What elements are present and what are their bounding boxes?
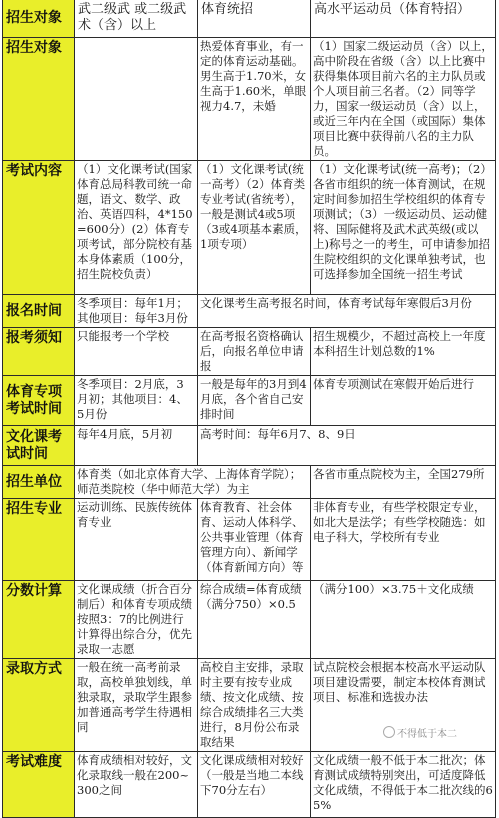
cell-col3: 招生规模少，不超过高校上一年度本科招生计划总数的1% xyxy=(311,328,496,376)
cell-col12: 体育类（如北京体育大学、上海体育学院）；师范类院校（华中师范大学）为主 xyxy=(75,466,311,499)
header-col2: 体育统招 xyxy=(198,0,311,38)
cell-col3: 体育专项测试在寒假开始后进行 xyxy=(311,376,496,426)
row-label: 文化课考试时间 xyxy=(3,426,75,466)
watermark-badge xyxy=(380,726,460,742)
cell-col3: （满分100）×3.75＋文化成绩 xyxy=(311,581,496,659)
table-row xyxy=(3,38,496,161)
cell-col3: （1）文化课考试(统一高考)；（2）各省市组织的统一体育测试，在规定时间参加招生学校组织的体育专项测试；（3）一级运动员、运动健将、国际健将及武术武英级(或以上)称号之一的考生，可申请参加招生院校组织的文化课单独考试，也可选择参加全国统一招生考试 xyxy=(311,161,496,295)
cell-col1: 运动训练、民族传统体育专业 xyxy=(75,499,198,581)
row-label: 分数计算 xyxy=(3,581,75,659)
cell-col1: 一般在统一高考前录取，高校单独划线，单独录取，录取学生跟参加普通高考学生待遇相同 xyxy=(75,659,198,752)
row-label: 招生单位 xyxy=(3,466,75,499)
cell-col1 xyxy=(75,38,198,161)
table-row xyxy=(3,466,496,499)
table-row xyxy=(3,752,496,818)
cell-col2: 体育教育、社会体育、运动人体科学、公共事业管理（体育管理方向）、新闻学（体育新闻方向）等 xyxy=(198,499,311,581)
cell-col1: 体育成绩相对较好，文化录取线一般在200~300之间 xyxy=(75,752,198,818)
table-row xyxy=(3,581,496,659)
cell-col1: 每年4月底，5月初 xyxy=(75,426,198,466)
table-row xyxy=(3,328,496,376)
watermark-text: 不得低于本二 xyxy=(397,729,457,740)
row-label: 录取方式 xyxy=(3,659,75,752)
header-col1: 武二级武 或二级武 术（含）以上 xyxy=(75,0,198,38)
row-label: 体育专项考试时间 xyxy=(3,376,75,426)
cell-col2: 综合成绩=体育成绩（满分750）×0.5 xyxy=(198,581,311,659)
watermark-icon xyxy=(383,726,395,738)
cell-col2: 高校自主安排，录取时主要有按专业成绩、按文化成绩、按综合成绩排名三大类进行，8月份公布录取结果 xyxy=(198,659,311,752)
cell-col2: 一般是每年的3月到4月底，各个省自己安排时间 xyxy=(198,376,311,426)
row-label: 考试难度 xyxy=(3,752,75,818)
cell-col3: 文化成绩一般不低于本二批次；体育测试成绩特别突出，可适度降低文化成绩，不得低于本二批次线的65% xyxy=(311,752,496,818)
cell-col3: 非体育专业，有些学校限定专业，如北大是法学；有些学校随选：如电子科大，学校所有专业 xyxy=(311,499,496,581)
cell-col3: （1）国家二级运动员（含）以上，高中阶段在省级（含）以上比赛中获得集体项目前六名的主力队员或个人项目前三名者。（2）同等学力，国家一级运动员（含）以上，或近三年内在全国（或国际）集体项目比赛中获得前八名的主力队员。 xyxy=(311,38,496,161)
row-label: 报考须知 xyxy=(3,328,75,376)
table-row xyxy=(3,426,496,466)
header-label-cell: 招生对象 xyxy=(3,0,75,38)
table-row xyxy=(3,499,496,581)
cell-col3: 试点院校会根据本校高水平运动队项目建设需要，制定本校体育测试项目、标准和选拔办法 xyxy=(311,659,496,752)
row-label: 招生专业 xyxy=(3,499,75,581)
cell-col2: （1）文化课考试(统一高考）（2）体育类专业考试(省统考），一般是测试4或5项（3或4项基本素质，1项专项） xyxy=(198,161,311,295)
cell-col2: 文化课成绩相对较好（一般是当地二本线下70分左右） xyxy=(198,752,311,818)
header-row xyxy=(3,0,496,38)
cell-col1: 文化课成绩（折合百分制后）和体育专项成绩按照3：7的比例进行计算得出综合分，优先录取一志愿 xyxy=(75,581,198,659)
cell-col1: 只能报考一个学校 xyxy=(75,328,198,376)
cell-col1: （1）文化课考试(国家体育总局科教司统一命题，语文、数学、政治、英语四科，4*150=600分）(2）体育专项考试，部分院校有基本身体素质（100分，招生院校负责） xyxy=(75,161,198,295)
row-label: 报名时间 xyxy=(3,295,75,328)
cell-col1: 冬季项目：2月底，3月初；其他项目：4、5月份 xyxy=(75,376,198,426)
header-col3: 高水平运动员（体育特招） xyxy=(311,0,496,38)
cell-col23: 文化课考生高考报名时间，体育考试每年寒假后3月份 xyxy=(198,295,496,328)
row-label: 招生对象 xyxy=(3,38,75,161)
table-row xyxy=(3,295,496,328)
cell-col2: 在高考报名资格确认后，向报名单位申请报 xyxy=(198,328,311,376)
comparison-table xyxy=(2,0,496,818)
cell-col2: 热爱体育事业，有一定的体育运动基础。男生高于1.70米，女生高于1.60米，单眼视力4.7，未婚 xyxy=(198,38,311,161)
cell-col1: 冬季项目：每年1月；其他项目：每年3月份 xyxy=(75,295,198,328)
table-row xyxy=(3,376,496,426)
cell-col23: 高考时间：每年6月7、8、9日 xyxy=(198,426,496,466)
row-label: 考试内容 xyxy=(3,161,75,295)
cell-col3: 各省市重点院校为主，全国279所 xyxy=(311,466,496,499)
table-row xyxy=(3,161,496,295)
